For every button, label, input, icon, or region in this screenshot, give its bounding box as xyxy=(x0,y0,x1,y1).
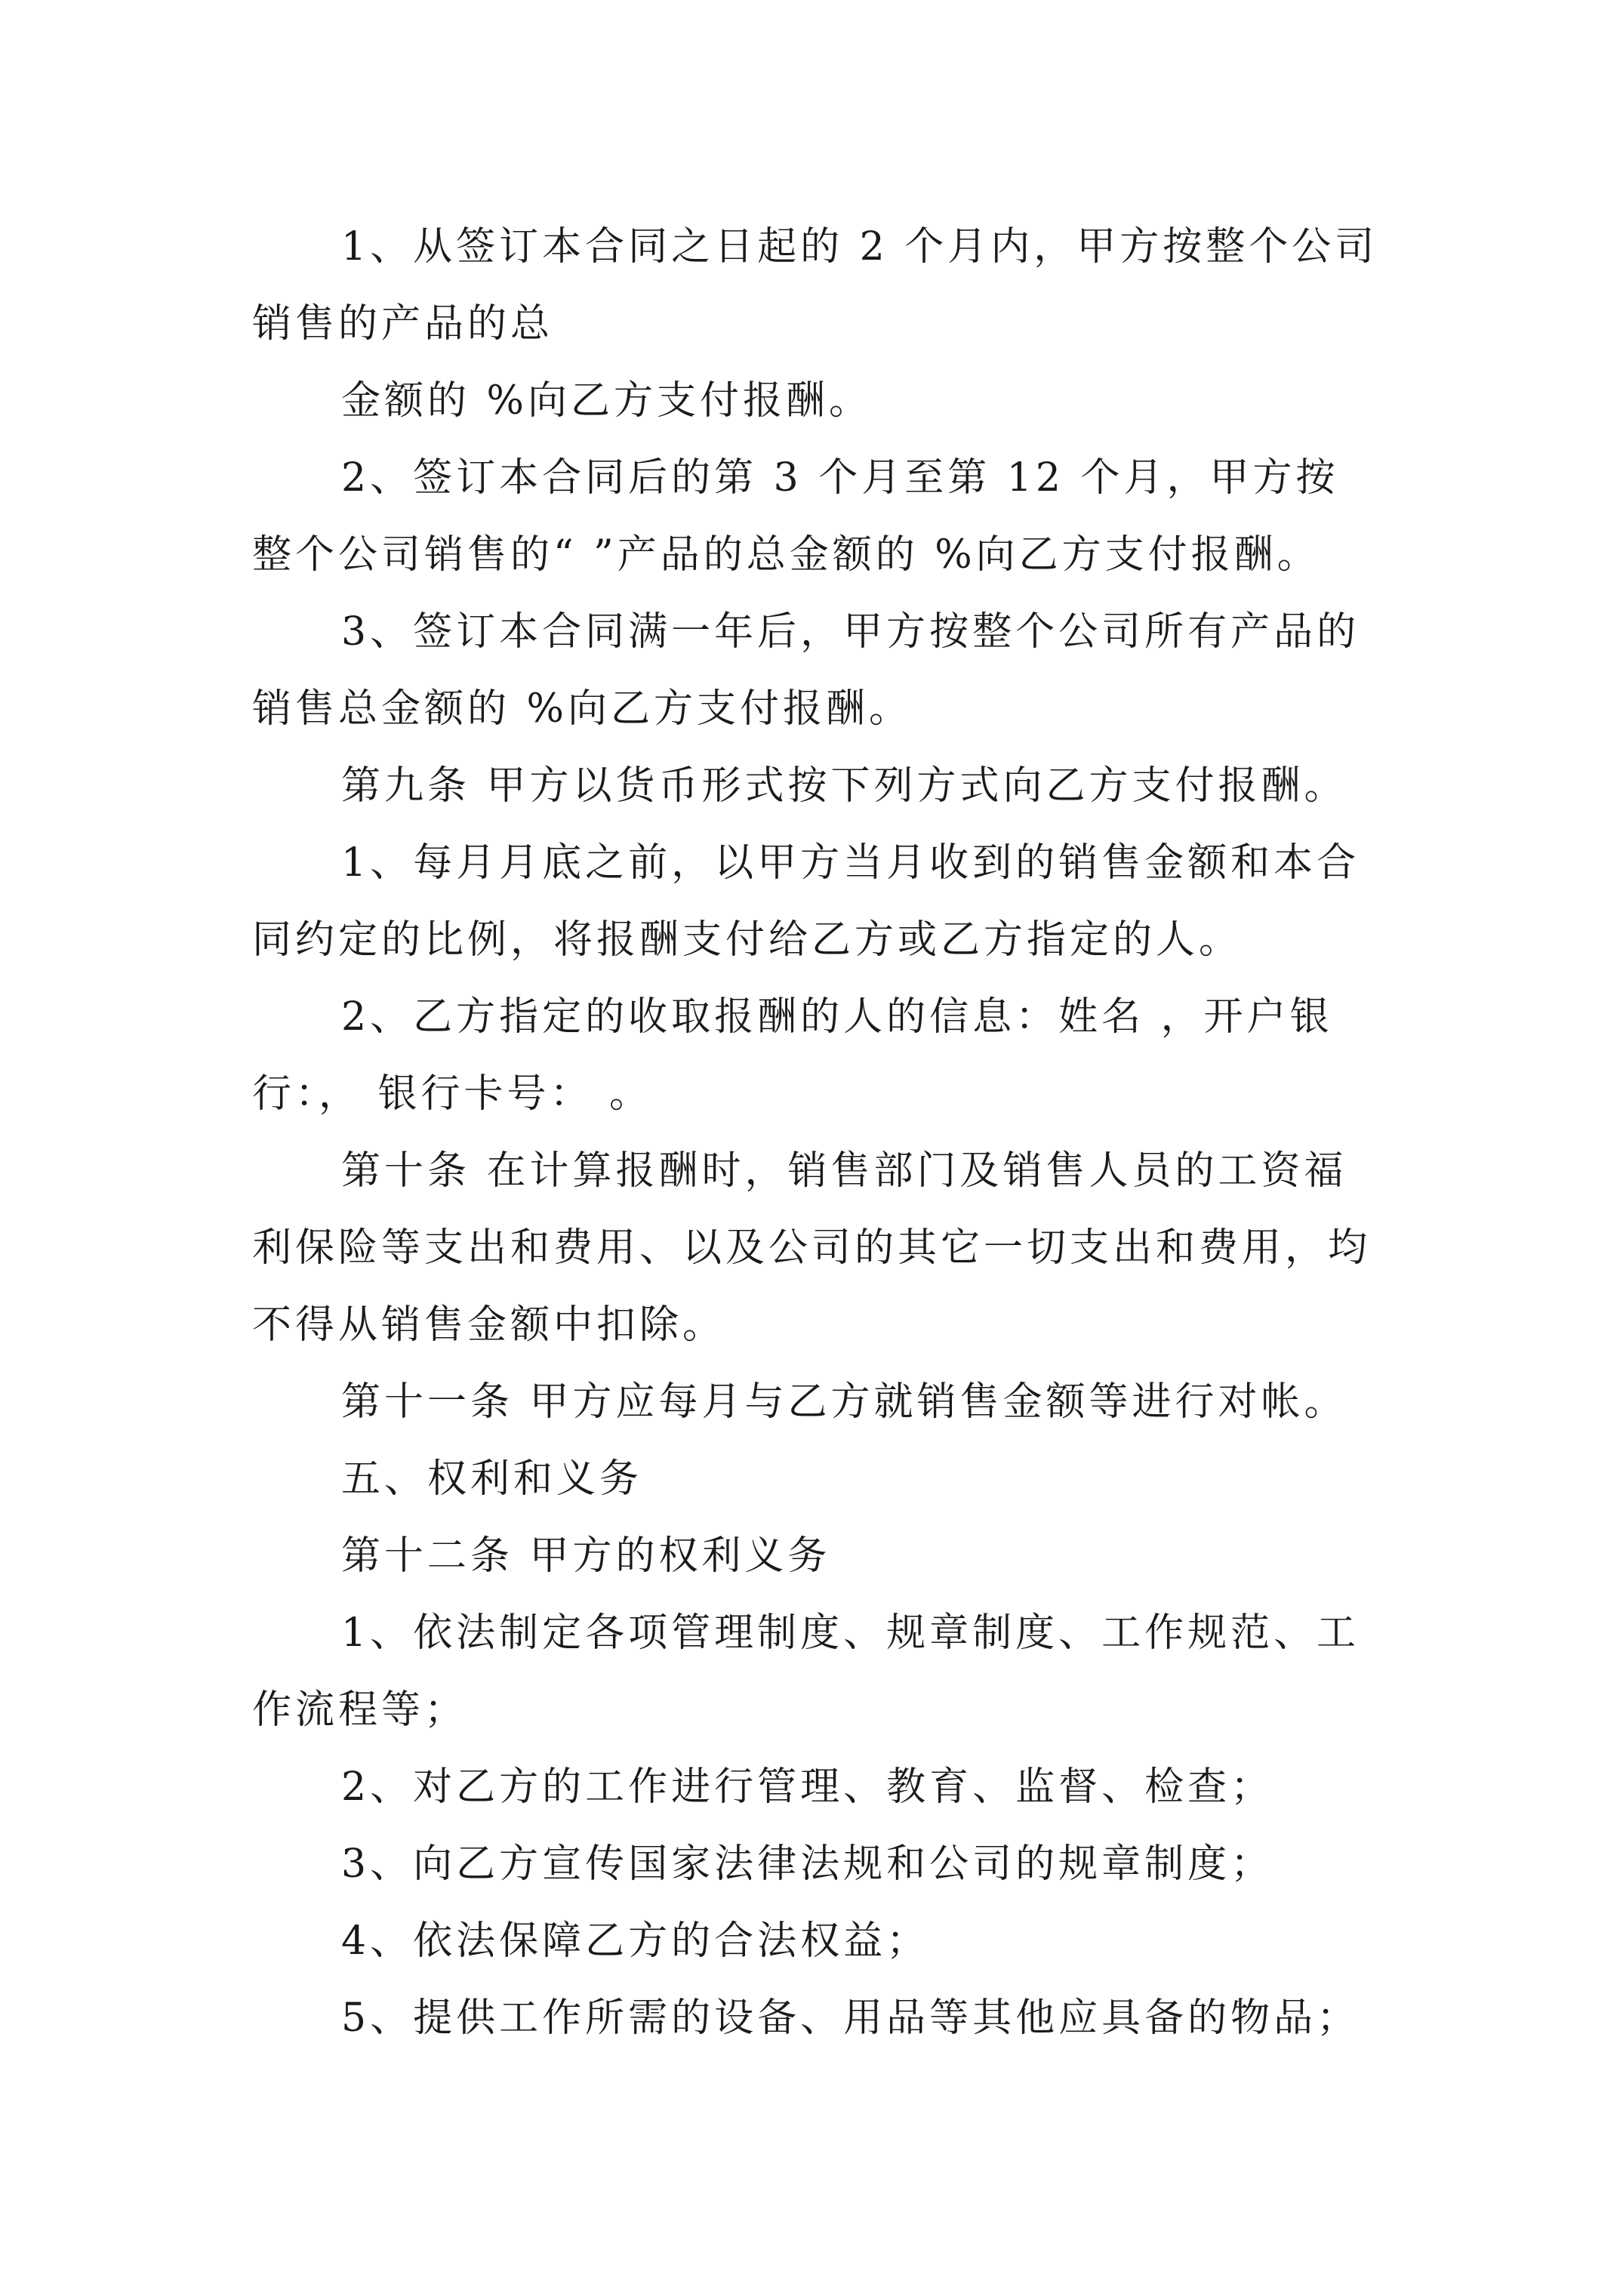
article-heading: 第十二条 甲方的权利义务 xyxy=(341,1533,831,1579)
paragraph-5: 第九条 甲方以货币形式按下列方式向乙方支付报酬。 xyxy=(341,763,1347,809)
paragraph-7: 2、乙方指定的收取报酬的人的信息：姓名 ，开户银行：， 银行卡号： 。 xyxy=(252,994,1333,1117)
paragraph-9: 第十一条 甲方应每月与乙方就销售金额等进行对帐。 xyxy=(341,1379,1347,1425)
list-item-3: 3、向乙方宣传国家法律法规和公司的规章制度； xyxy=(341,1841,1274,1887)
paragraph-6: 1、每月月底之前，以甲方当月收到的销售金额和本合同约定的比例，将报酬支付给乙方或乙方指定的人。 xyxy=(252,840,1360,963)
paragraph-2: 金额的 %向乙方支付报酬。 xyxy=(341,378,872,424)
paragraph-1: 1、从签订本合同之日起的 2 个月内，甲方按整个公司销售的产品的总 xyxy=(252,224,1378,347)
paragraph-4: 3、签订本合同满一年后，甲方按整个公司所有产品的销售总金额的 %向乙方支付报酬。 xyxy=(252,609,1360,732)
list-item-1: 1、依法制定各项管理制度、规章制度、工作规范、工作流程等； xyxy=(252,1610,1360,1733)
list-item-5: 5、提供工作所需的设备、用品等其他应具备的物品； xyxy=(341,1996,1360,2041)
list-item-2: 2、对乙方的工作进行管理、教育、监督、检查； xyxy=(341,1764,1274,1810)
section-heading: 五、权利和义务 xyxy=(341,1456,643,1502)
paragraph-3: 2、签订本合同后的第 3 个月至第 12 个月，甲方按整个公司销售的“ ”产品的总金额的 %向乙方支付报酬。 xyxy=(252,455,1339,578)
document-body xyxy=(252,208,1378,2057)
paragraph-8: 第十条 在计算报酬时，销售部门及销售人员的工资福利保险等支出和费用、以及公司的其它一切支出和费用，均不得从销售金额中扣除。 xyxy=(252,1148,1372,1348)
list-item-4: 4、依法保障乙方的合法权益； xyxy=(341,1918,930,1964)
